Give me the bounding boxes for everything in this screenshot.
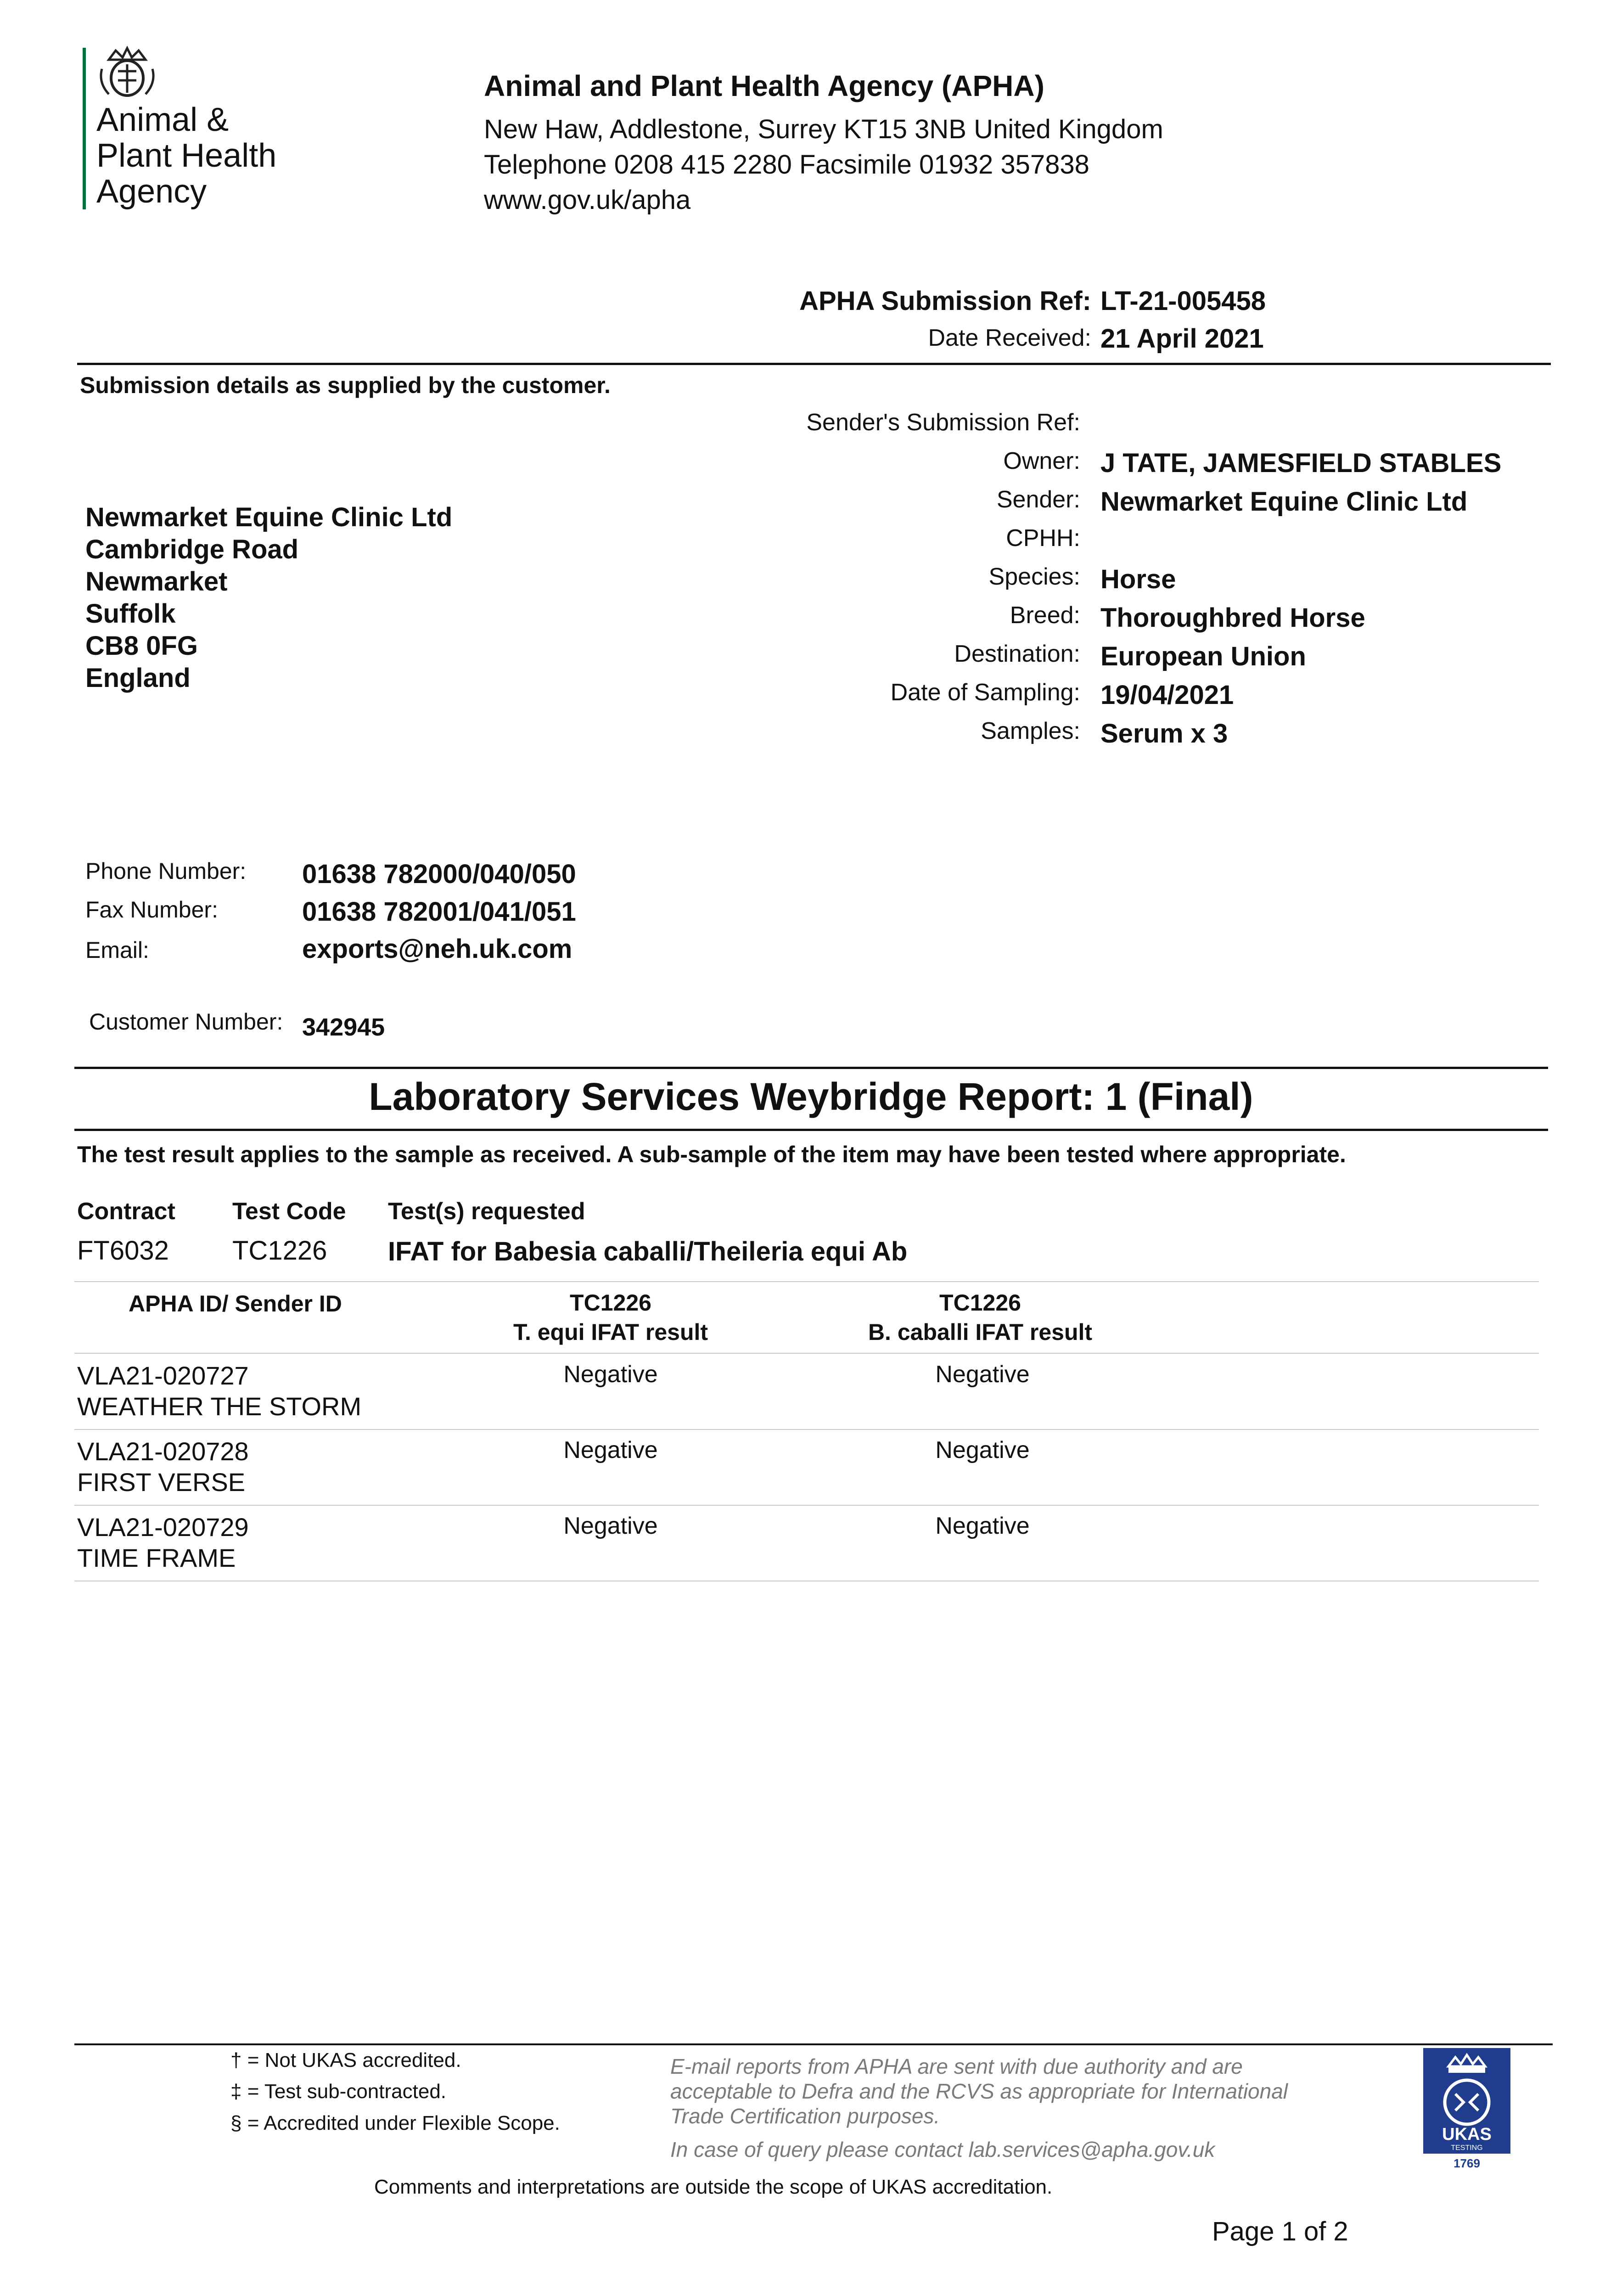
email-label: Email: <box>85 937 149 963</box>
test-code-heading: Test Code <box>232 1198 346 1225</box>
sampling-date-value: 19/04/2021 <box>1100 680 1234 710</box>
divider <box>74 1429 1539 1430</box>
sample-name: FIRST VERSE <box>77 1468 246 1497</box>
phone-label: Phone Number: <box>85 858 247 884</box>
agency-address: New Haw, Addlestone, Surrey KT15 3NB United Kingdom <box>484 114 1163 144</box>
divider <box>74 1067 1548 1069</box>
destination-value: European Union <box>1100 642 1306 671</box>
ukas-scope-note: Comments and interpretations are outside the scope of UKAS accreditation. <box>374 2176 1053 2198</box>
divider <box>74 1353 1539 1354</box>
submission-ref-value: LT-21-005458 <box>1100 286 1266 316</box>
query-note: In case of query please contact lab.services@apha.gov.uk <box>670 2138 1215 2161</box>
contract-value: FT6032 <box>77 1236 169 1266</box>
legend-flexible-scope: § = Accredited under Flexible Scope. <box>230 2112 560 2134</box>
fax-label: Fax Number: <box>85 897 218 923</box>
tests-requested-value: IFAT for Babesia caballi/Theileria equi Ab <box>388 1237 908 1266</box>
email-note-line-1: E-mail reports from APHA are sent with due authority and are <box>670 2054 1243 2078</box>
samples-label: Samples: <box>981 718 1080 744</box>
breed-value: Thoroughbred Horse <box>1100 603 1365 633</box>
email-note-line-3: Trade Certification purposes. <box>670 2104 940 2128</box>
b-caballi-result: Negative <box>935 1513 1030 1539</box>
tests-requested-heading: Test(s) requested <box>388 1198 585 1225</box>
address-line-1: Newmarket Equine Clinic Ltd <box>85 502 453 532</box>
fax-value: 01638 782001/041/051 <box>302 897 576 927</box>
date-received-value: 21 April 2021 <box>1100 324 1264 354</box>
contract-heading: Contract <box>77 1198 175 1225</box>
agency-name: Animal and Plant Health Agency (APHA) <box>484 69 1044 102</box>
sender-label: Sender: <box>996 486 1080 513</box>
col-b-caballi-code: TC1226 <box>939 1290 1021 1316</box>
address-line-2: Cambridge Road <box>85 535 299 564</box>
agency-telephone: Telephone 0208 415 2280 Facsimile 01932 357838 <box>484 150 1089 180</box>
logo-accent-bar <box>83 48 86 209</box>
col-t-equi-code: TC1226 <box>570 1290 651 1316</box>
date-received-label: Date Received: <box>928 325 1091 351</box>
legend-not-ukas: † = Not UKAS accredited. <box>230 2049 461 2071</box>
test-code-value: TC1226 <box>232 1236 327 1266</box>
destination-label: Destination: <box>954 641 1080 667</box>
customer-number-label: Customer Number: <box>89 1009 283 1035</box>
species-label: Species: <box>988 563 1080 590</box>
page-number: Page 1 of 2 <box>1212 2217 1348 2246</box>
agency-website: www.gov.uk/apha <box>484 185 691 215</box>
samples-value: Serum x 3 <box>1100 719 1228 748</box>
t-equi-result: Negative <box>563 1513 658 1539</box>
divider <box>74 1505 1539 1506</box>
submission-ref-label: APHA Submission Ref: <box>799 286 1091 316</box>
col-t-equi-header: T. equi IFAT result <box>513 1319 708 1345</box>
col-b-caballi-header: B. caballi IFAT result <box>868 1319 1093 1345</box>
address-line-5: CB8 0FG <box>85 631 198 661</box>
report-title: Laboratory Services Weybridge Report: 1 (Final) <box>369 1075 1253 1118</box>
owner-value: J TATE, JAMESFIELD STABLES <box>1100 448 1502 478</box>
address-line-4: Suffolk <box>85 599 176 629</box>
cphh-label: CPHH: <box>1006 525 1080 551</box>
sample-id: VLA21-020729 <box>77 1513 249 1542</box>
t-equi-result: Negative <box>563 1437 658 1463</box>
address-line-6: England <box>85 663 191 693</box>
royal-crest-icon <box>97 46 157 101</box>
divider <box>77 363 1551 365</box>
ukas-logo <box>1423 2048 1510 2177</box>
owner-label: Owner: <box>1003 448 1080 474</box>
breed-label: Breed: <box>1010 602 1080 629</box>
divider <box>74 1281 1539 1282</box>
sender-ref-label: Sender's Submission Ref: <box>806 409 1080 436</box>
legend-sub-contracted: ‡ = Test sub-contracted. <box>230 2080 447 2103</box>
phone-value: 01638 782000/040/050 <box>302 859 576 889</box>
sampling-date-label: Date of Sampling: <box>890 679 1080 706</box>
email-note-line-2: acceptable to Defra and the RCVS as appropriate for International <box>670 2079 1288 2103</box>
species-value: Horse <box>1100 564 1176 594</box>
ukas-crown-icon <box>1423 2048 1510 2154</box>
logo-line-2: Plant Health <box>96 137 277 174</box>
logo-line-1: Animal & <box>96 101 229 138</box>
address-line-3: Newmarket <box>85 567 228 597</box>
b-caballi-result: Negative <box>935 1361 1030 1388</box>
email-value: exports@neh.uk.com <box>302 934 572 964</box>
b-caballi-result: Negative <box>935 1437 1030 1463</box>
divider <box>74 1129 1548 1131</box>
ukas-wordmark: UKAS <box>1442 2125 1492 2144</box>
divider <box>74 2043 1553 2045</box>
sample-id: VLA21-020727 <box>77 1361 249 1390</box>
ukas-number: 1769 <box>1454 2156 1480 2170</box>
logo-line-3: Agency <box>96 173 207 210</box>
sender-value: Newmarket Equine Clinic Ltd <box>1100 487 1468 517</box>
report-disclaimer: The test result applies to the sample as received. A sub-sample of the item may have been tested where appropriate. <box>77 1142 1346 1167</box>
details-heading: Submission details as supplied by the customer. <box>80 372 611 398</box>
customer-number-value: 342945 <box>302 1013 385 1041</box>
sample-name: TIME FRAME <box>77 1543 236 1572</box>
sample-name: WEATHER THE STORM <box>77 1392 362 1421</box>
t-equi-result: Negative <box>563 1361 658 1388</box>
col-apha-id-header: APHA ID/ Sender ID <box>129 1291 342 1317</box>
sample-id: VLA21-020728 <box>77 1437 249 1466</box>
ukas-testing-label: TESTING <box>1451 2144 1483 2152</box>
